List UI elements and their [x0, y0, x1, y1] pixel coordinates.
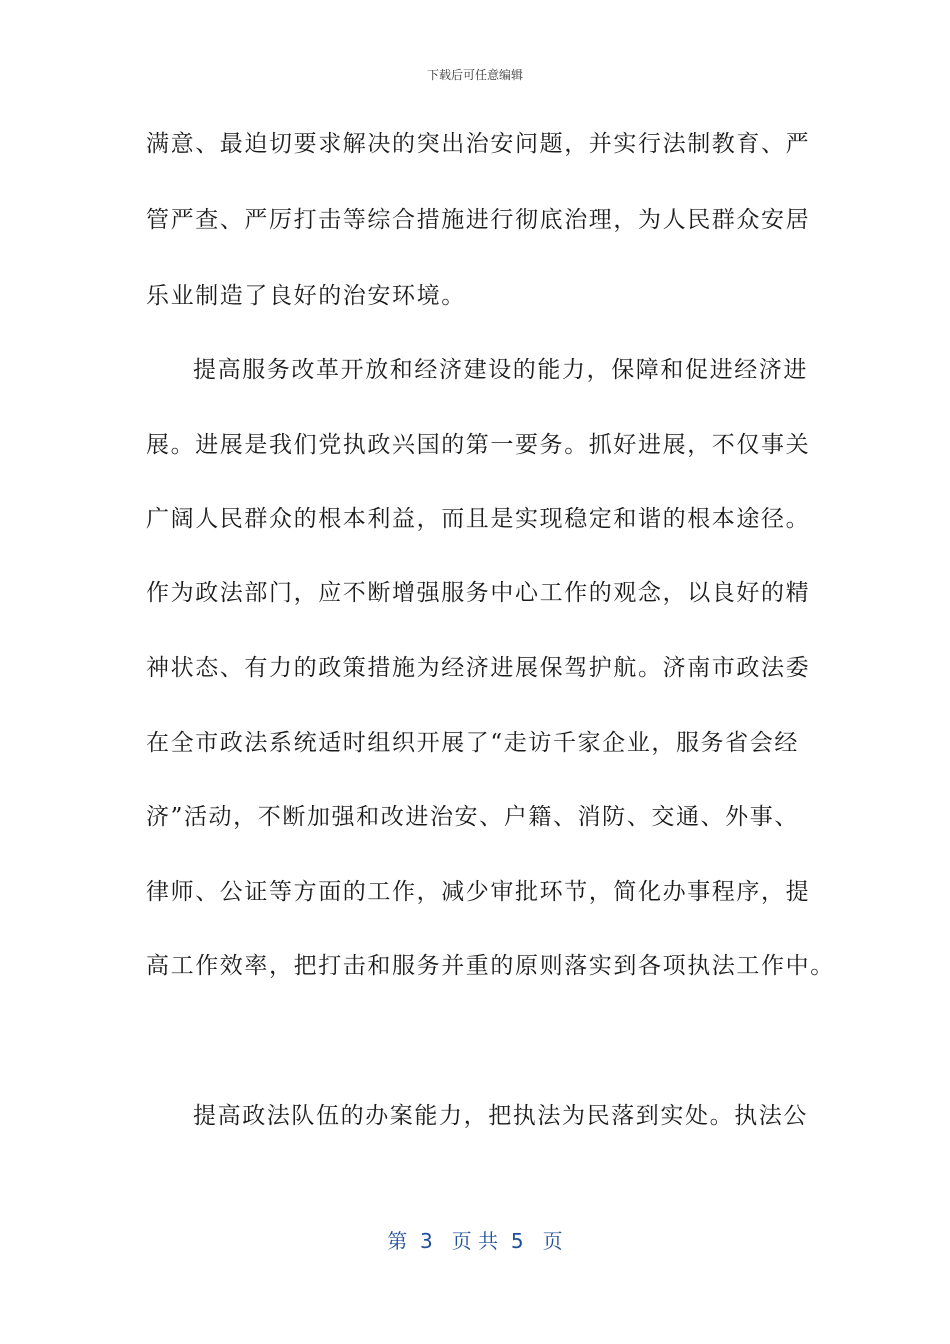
text-line: 乐业制造了良好的治安环境。 [146, 283, 466, 309]
text-line: 管严查、严厉打击等综合措施进行彻底治理，为人民群众安居 [146, 207, 811, 233]
text-line: 广阔人民群众的根本利益，而且是实现稳定和谐的根本途径。 [146, 506, 811, 532]
text-line: 律师、公证等方面的工作，减少审批环节，简化办事程序，提 [146, 879, 811, 905]
page-header-note: 下载后可任意编辑 [426, 68, 523, 82]
text-line: 在全市政法系统适时组织开展了“走访千家企业，服务省会经 [146, 730, 799, 756]
paragraph-start-line: 提高政法队伍的办案能力，把执法为民落到实处。执法公 [193, 1103, 808, 1129]
page-number-footer: 第 3 页 共 5 页 [387, 1229, 563, 1253]
paragraph-start-line: 提高服务改革开放和经济建设的能力，保障和促进经济进 [193, 357, 808, 383]
text-line: 展。进展是我们党执政兴国的第一要务。抓好进展，不仅事关 [146, 432, 811, 458]
text-line: 作为政法部门，应不断增强服务中心工作的观念，以良好的精 [146, 580, 811, 606]
text-line: 济”活动，不断加强和改进治安、户籍、消防、交通、外事、 [146, 804, 799, 830]
text-line: 高工作效率，把打击和服务并重的原则落实到各项执法工作中。 [146, 953, 835, 979]
text-line: 满意、最迫切要求解决的突出治安问题，并实行法制教育、严 [146, 131, 811, 157]
text-line: 神状态、有力的政策措施为经济进展保驾护航。济南市政法委 [146, 655, 811, 681]
